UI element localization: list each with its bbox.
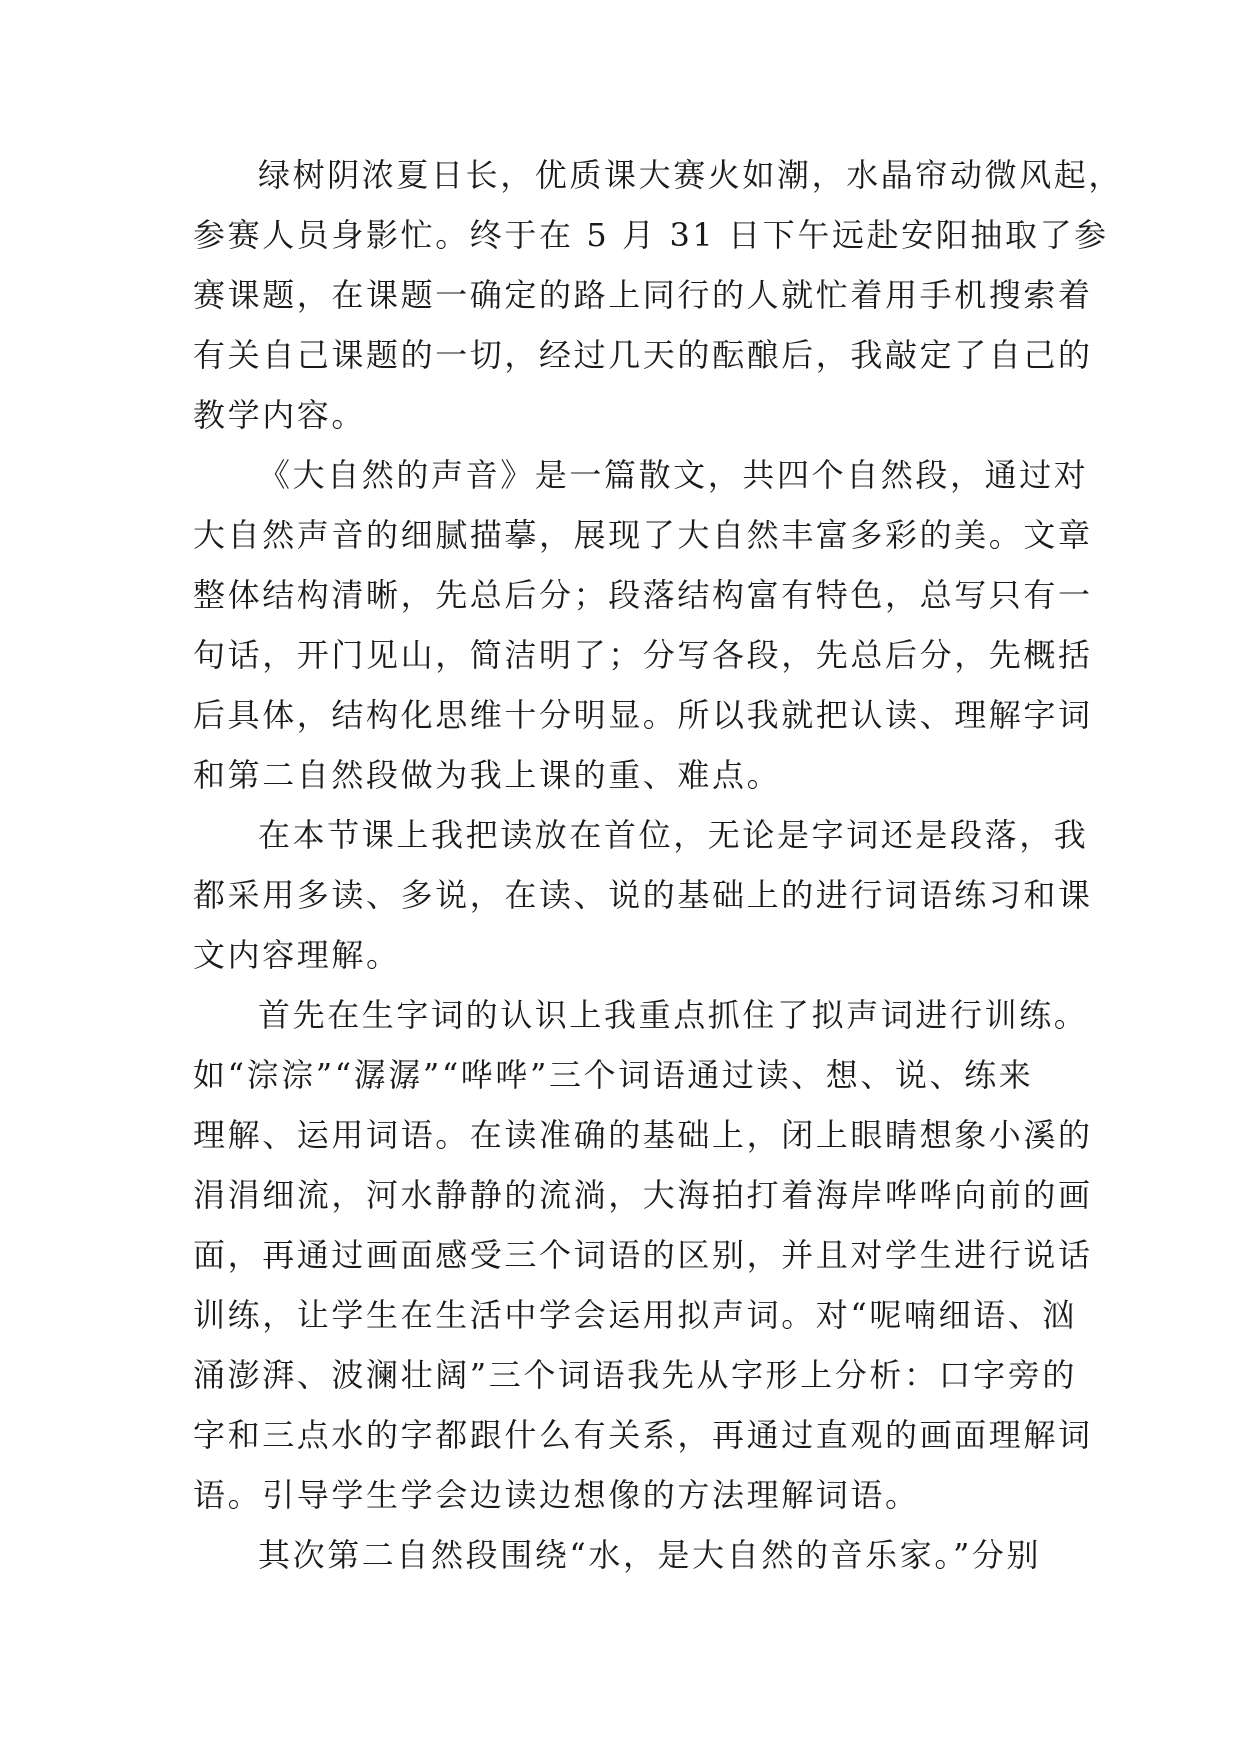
text-line: 和第二自然段做为我上课的重、难点。	[193, 756, 782, 794]
text-line: 有关自己课题的一切，经过几天的酝酿后，我敲定了自己的	[193, 336, 1093, 374]
text-line: 在本节课上我把读放在首位，无论是字词还是段落，我	[258, 816, 1089, 854]
text-line: 后具体，结构化思维十分明显。所以我就把认读、理解字词	[193, 696, 1093, 734]
text-line: 首先在生字词的认识上我重点抓住了拟声词进行训练。	[258, 996, 1089, 1034]
text-line: 字和三点水的字都跟什么有关系，再通过直观的画面理解词	[193, 1416, 1093, 1454]
text-line: 其次第二自然段围绕“水，是大自然的音乐家。”分别	[258, 1536, 1042, 1574]
text-line: 涌澎湃、波澜壮阔”三个词语我先从字形上分析：口字旁的	[193, 1356, 1077, 1394]
text-line: 《大自然的声音》是一篇散文，共四个自然段，通过对	[258, 456, 1089, 494]
text-line: 训练，让学生在生活中学会运用拟声词。对“呢喃细语、汹	[193, 1296, 1077, 1334]
text-line: 整体结构清晰，先总后分；段落结构富有特色，总写只有一	[193, 576, 1093, 614]
text-line: 面，再通过画面感受三个词语的区别，并且对学生进行说话	[193, 1236, 1093, 1274]
text-line: 语。引导学生学会边读边想像的方法理解词语。	[193, 1476, 920, 1514]
text-line: 涓涓细流，河水静静的流淌，大海拍打着海岸哗哗向前的画	[193, 1176, 1093, 1214]
text-line: 都采用多读、多说，在读、说的基础上的进行词语练习和课	[193, 876, 1093, 914]
text-line: 绿树阴浓夏日长，优质课大赛火如潮，水晶帘动微风起，	[258, 156, 1124, 194]
text-line: 教学内容。	[193, 396, 367, 434]
text-line: 参赛人员身影忙。终于在 5 月 31 日下午远赴安阳抽取了参	[193, 216, 1109, 254]
text-line: 文内容理解。	[193, 936, 401, 974]
text-line: 大自然声音的细腻描摹，展现了大自然丰富多彩的美。文章	[193, 516, 1093, 554]
text-line: 句话，开门见山，简洁明了；分写各段，先总后分，先概括	[193, 636, 1093, 674]
text-line: 如“淙淙”“潺潺”“哗哗”三个词语通过读、想、说、练来	[193, 1056, 1034, 1094]
text-line: 理解、运用词语。在读准确的基础上，闭上眼睛想象小溪的	[193, 1116, 1093, 1154]
text-line: 赛课题，在课题一确定的路上同行的人就忙着用手机搜索着	[193, 276, 1093, 314]
